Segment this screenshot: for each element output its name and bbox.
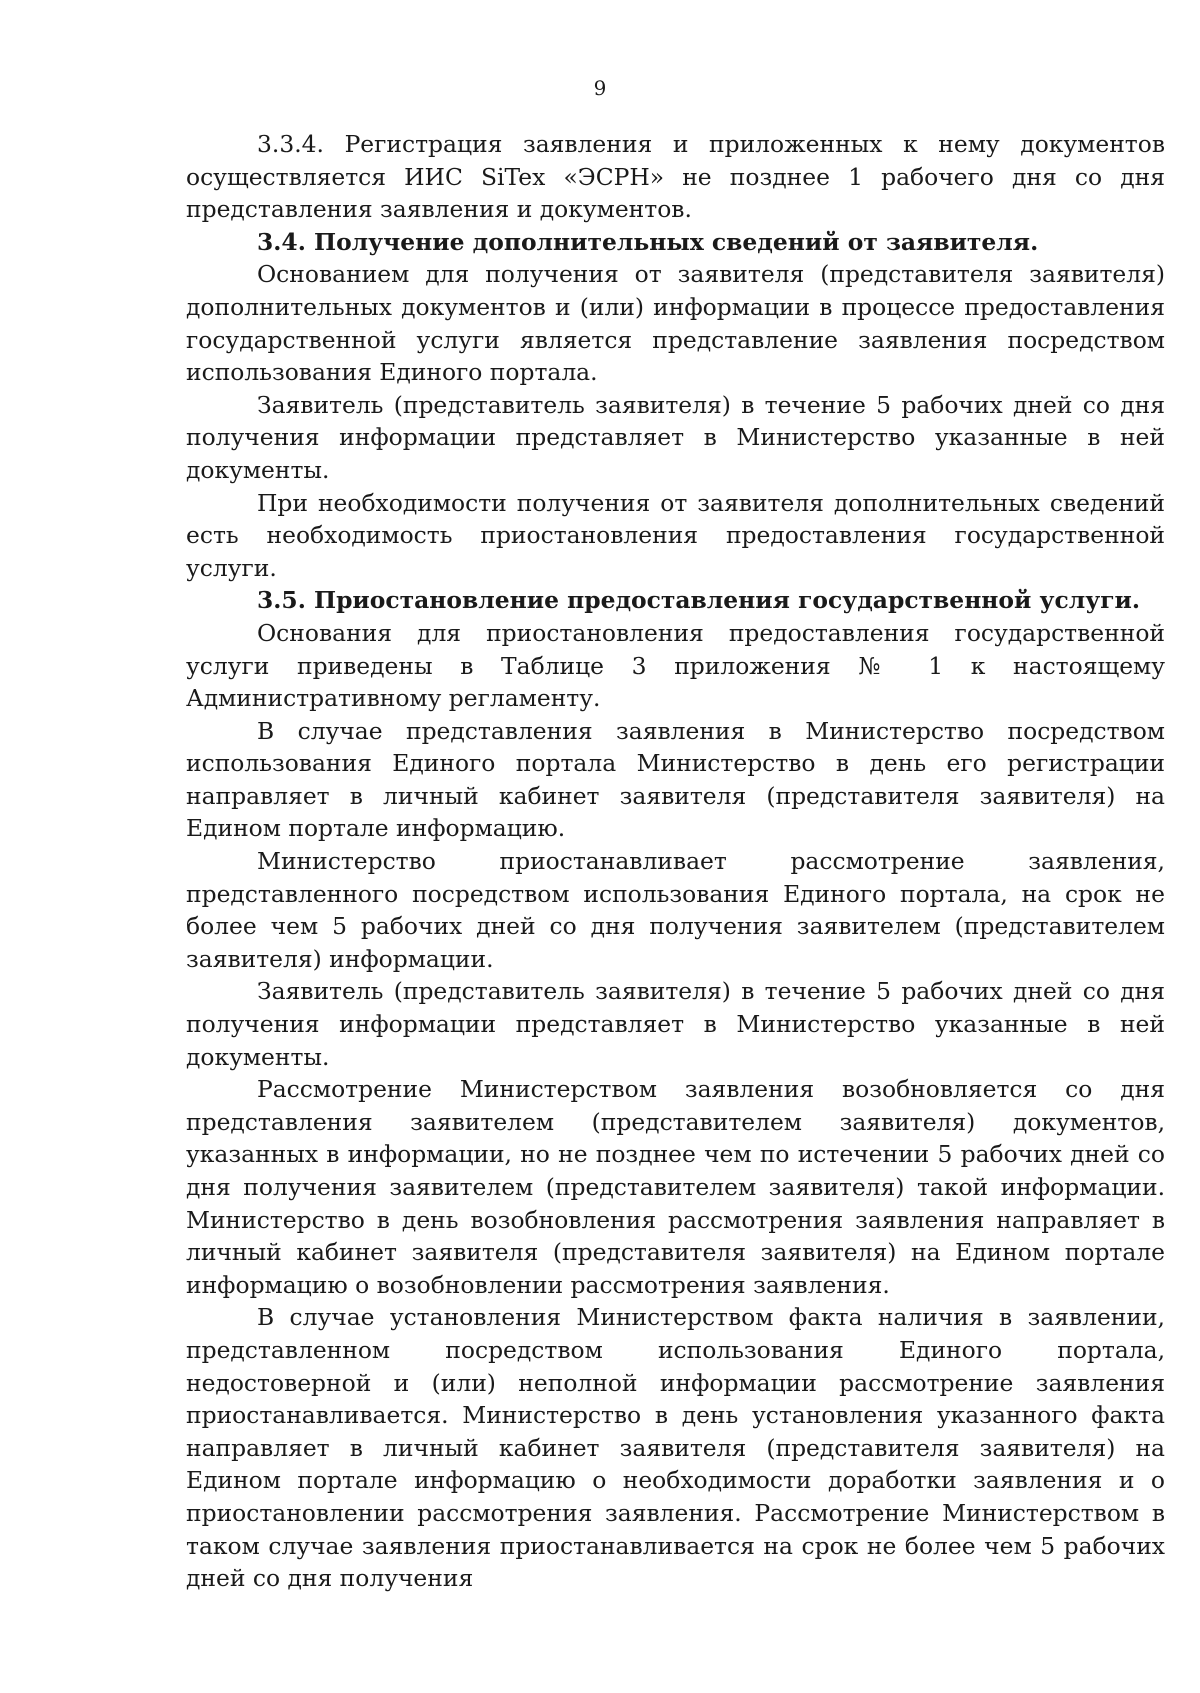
document-body xyxy=(186,128,1165,1595)
page-number: 9 xyxy=(593,76,607,100)
paragraph-3-3-4: 3.3.4. Регистрация заявления и приложенных к нему документов осуществляется ИИС SiTex «ЭСРН» не позднее 1 рабочего дня со дня представления заявления и документов. xyxy=(186,130,1165,224)
paragraph: Заявитель (представитель заявителя) в течение 5 рабочих дней со дня получения информации представляет в Министерство указанные в ней документы. xyxy=(186,977,1165,1071)
paragraph: В случае установления Министерством факта наличия в заявлении, представленном посредством использования Единого портала, недостоверной и (или) неполной информации рассмотрение заявления приостанавливается. Министерство в день установления указанного факта направляет в личный кабинет заявителя (представителя заявителя) на Едином портале информацию о необходимости доработки заявления и о приостановлении рассмотрения заявления. Рассмотрение Министерством в таком случае заявления приостанавливается на срок не более чем 5 рабочих дней со дня получения xyxy=(186,1303,1165,1593)
paragraph: Министерство приостанавливает рассмотрение заявления, представленного посредством использования Единого портала, на срок не более чем 5 рабочих дней со дня получения заявителем (представителем заявителя) информации. xyxy=(186,847,1165,973)
paragraph: Заявитель (представитель заявителя) в течение 5 рабочих дней со дня получения информации представляет в Министерство указанные в ней документы. xyxy=(186,390,1165,484)
paragraph: В случае представления заявления в Министерство посредством использования Единого портала Министерство в день его регистрации направляет в личный кабинет заявителя (представителя заявителя) на Едином портале информацию. xyxy=(186,716,1165,843)
section-heading-3-4: 3.4. Получение дополнительных сведений от заявителя. xyxy=(257,227,1039,256)
paragraph: Рассмотрение Министерством заявления возобновляется со дня представления заявителем (представителем заявителя) документов, указанных в информации, но не позднее чем по истечении 5 рабочих дней со дня получения заявителем (представителем заявителя) такой информации. Министерство в день возобновления рассмотрения заявления направляет в личный кабинет заявителя (представителя заявителя) на Едином портале информацию о возобновлении рассмотрения заявления. xyxy=(186,1075,1165,1299)
paragraph: При необходимости получения от заявителя дополнительных сведений есть необходимость приостановления предоставления государственной услуги. xyxy=(186,488,1165,582)
paragraph: Основания для приостановления предоставления государственной услуги приведены в Таблице 3 приложения № 1 к настоящему Административному регламенту. xyxy=(186,618,1165,713)
paragraph: Основанием для получения от заявителя (представителя заявителя) дополнительных документов и (или) информации в процессе предоставления государственной услуги является представление заявления посредством использования Единого портала. xyxy=(186,260,1165,387)
section-heading-3-5: 3.5. Приостановление предоставления государственной услуги. xyxy=(257,586,1141,615)
